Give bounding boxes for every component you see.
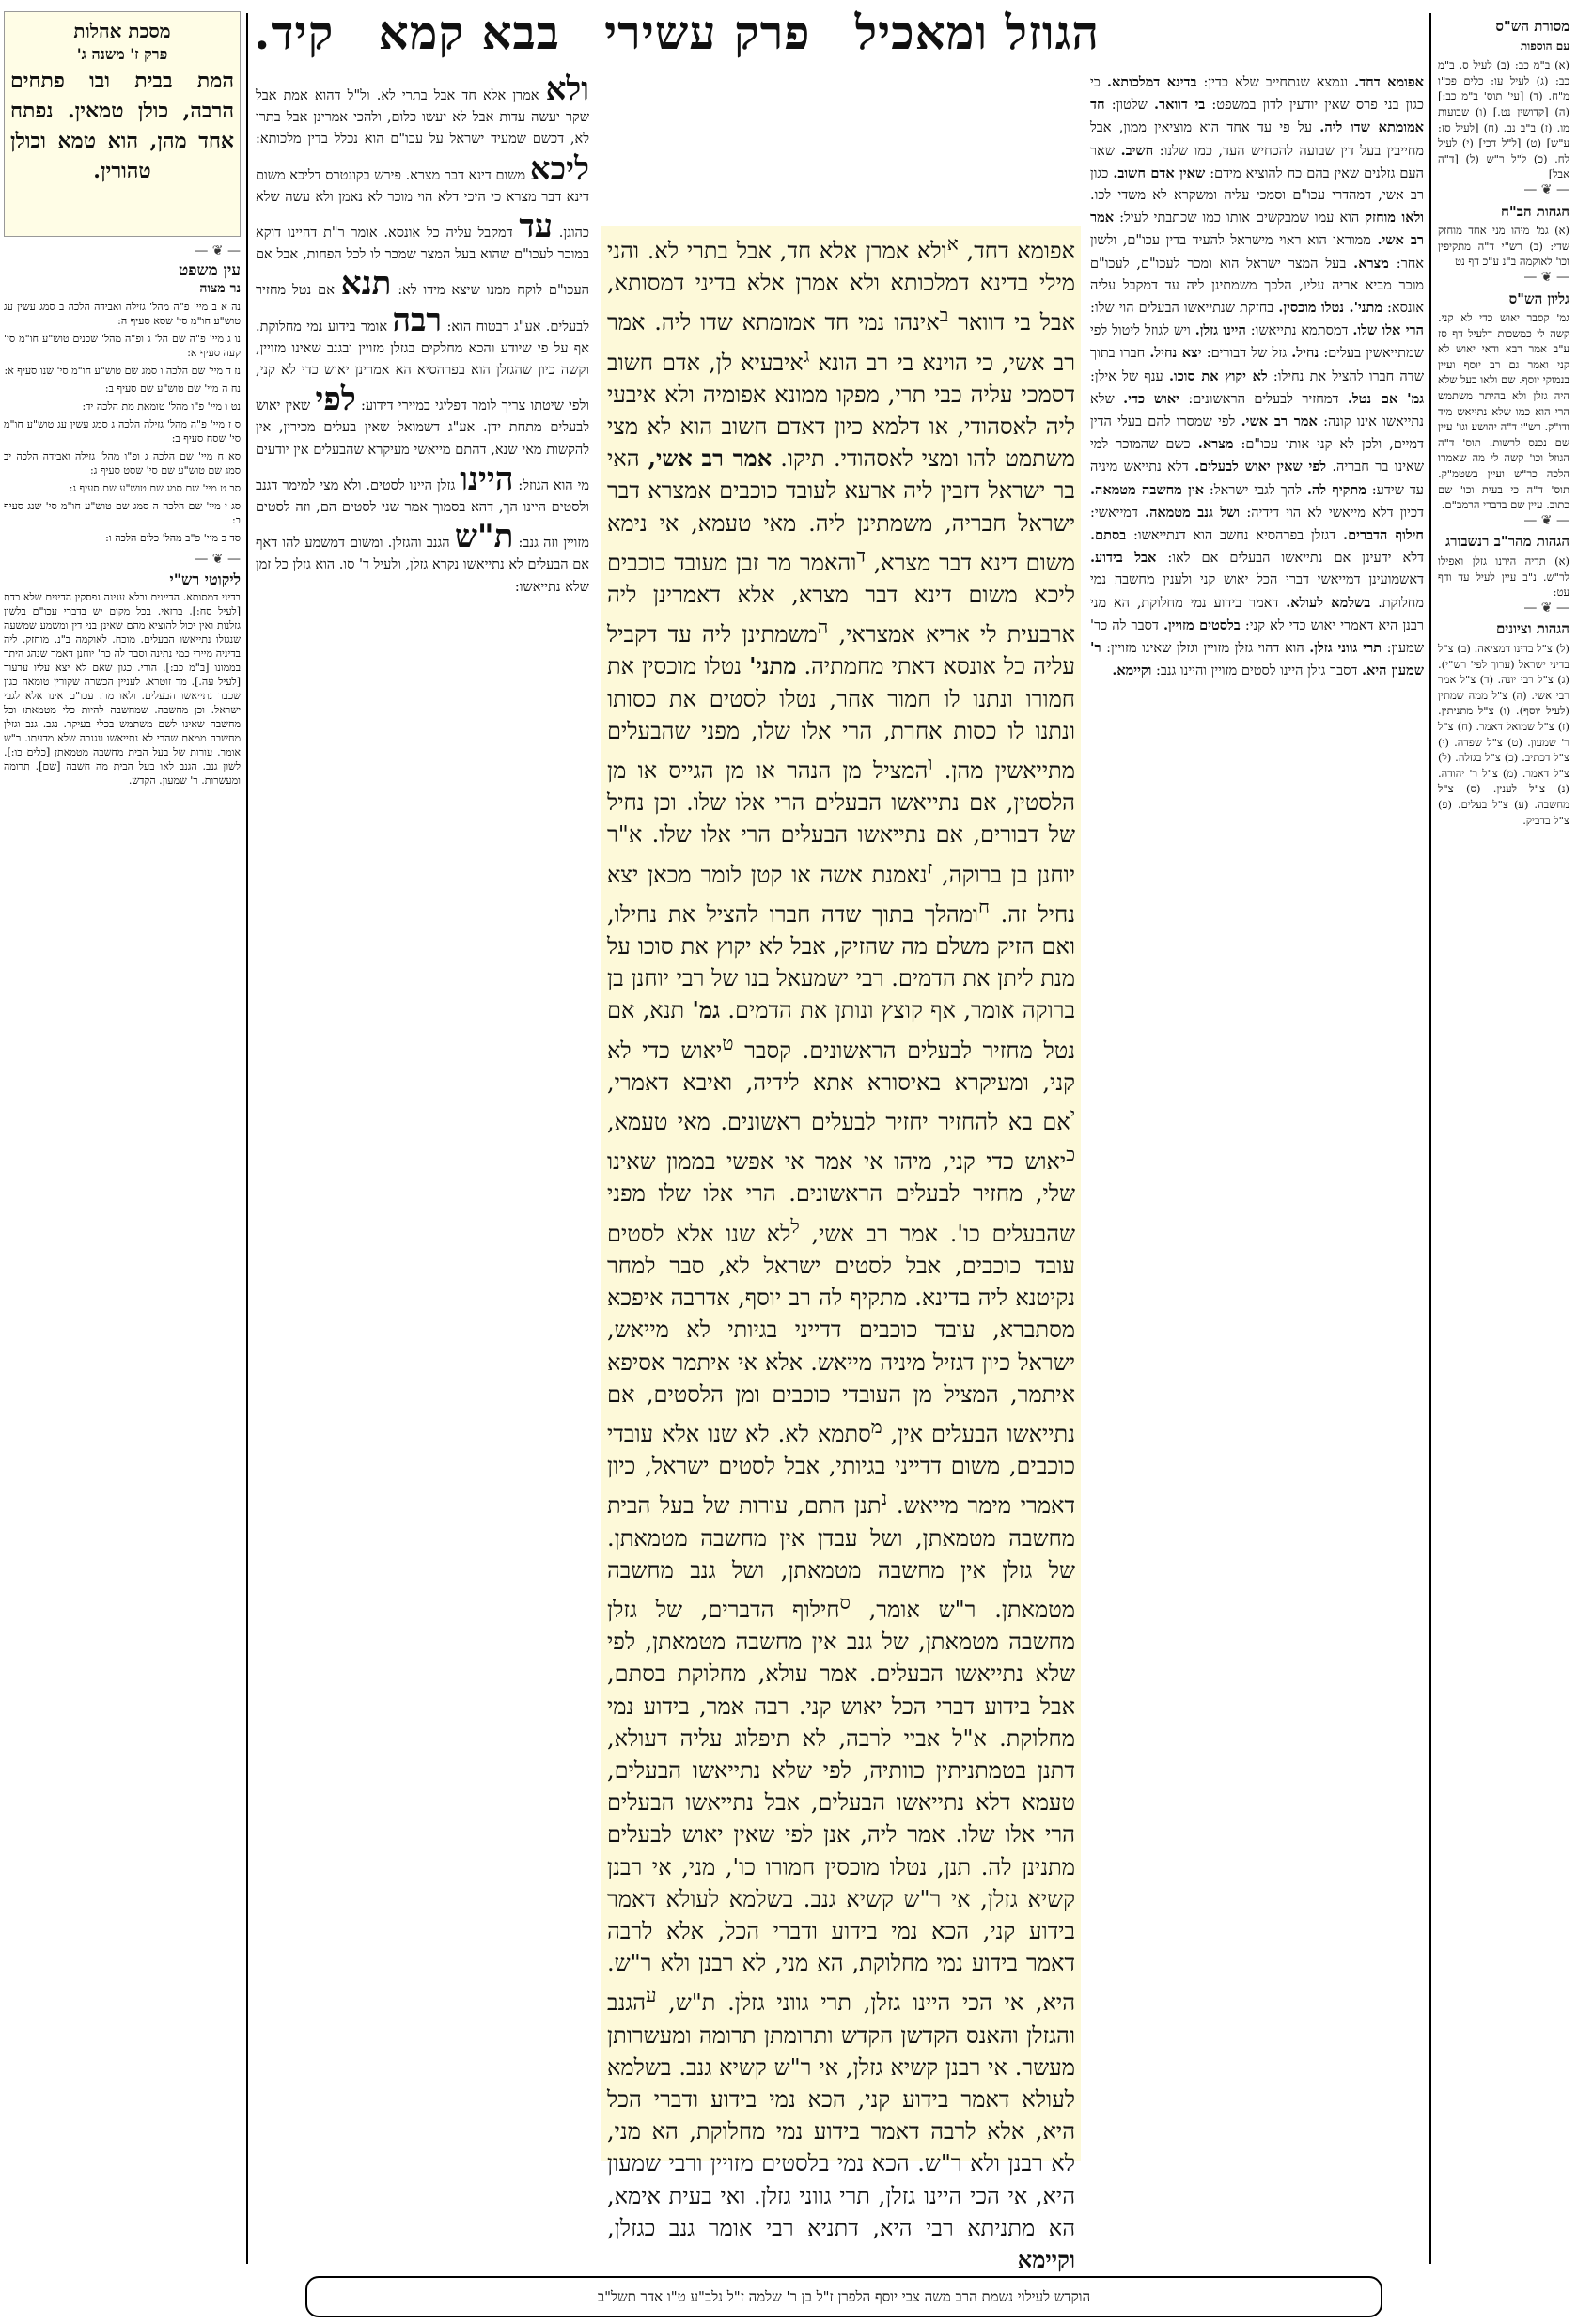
haggahot-rashash-text: (א) תדיה הירנו גזלן ואפילו לר"ש. נ"ב עיין לעיל עד ודף עט: [1438, 554, 1569, 600]
ein-mishpat-entries [4, 300, 241, 545]
right-margin-column [1438, 13, 1569, 2264]
mesoret-hashas-entries: (א) ב"מ כב: (ב) לעיל ס. ב"מ כב: (ג) לעיל עו: כלים פכ"ו מ"ח. (ד) [עי' תוס' ב"מ כב:] (ה) [קדושין נט.] (ו) שבועות מו. (ז) ב"ב נב. (ח) [לעיל סז: ע"ש] (ט) [ל"ל דכי] (י) לעיל לח. (כ) ל"ל ר"ש (ל) [ד"ה אבל] [1438, 58, 1569, 181]
likutei-rashi-text: בדיני דמסותא. הדיינים ובלא ענינה נפסקין הדינים שלא כדת [לעיל סח:]. ברזאי. בכל מקום יש בדברי עכו"ם בלשון גזלנות ואין יכול להוציא מהם שאינן בני דין ומשמע שמשעה שנגזלו נתייאשו הבעלים. מוכח. לאוקמה ב"נ. מוחזק. ליה בדיניה מיירי כמי נתינה וסבר לה כר' יוחנן דאמר שנהג היתר בממונו [ב"מ כב:]. הורי. כגון שאם לא יצא עליו ערעור [לעיל עה.]. מר זוטרא. לעניין הכשרה שקורין טומאה כגון שכבר נתייאשו הבעלים. ולאו מר. עכו"ם אינו אלא לגבי ישראל. וכן מחשבה. שמחשבה להיות כלי מטמאתו וכל מחשבה שאינו לשם משתמש בכלי בעיקר. נגב. גנב וגזלן מחשבה ממאת שהרי לא נתייאשו ונגנבה שלא מדעתו. ר"ש אומר. עורות של בעל הבית מחשבה מטמאתן [כלים כו:]. לשון גנב. הגנב לאו בעל הבית מה חשבה [שם]. תרומה ומעשרות. ר' שמעון. הקדש. [4, 591, 241, 787]
column-rule [246, 13, 248, 2264]
gemara-main-text: אפומא דחד, $^א$ולא אמרן אלא חד, אבל בתרי לא. והני מילי בדינא דמלכותא ולא אמרן אלא בדיני דמסותא, אבל בי דוואר $^ב$אינהו נמי חד אמומתא שדו ליה. אמר רב אשי, כי הוינא בי רב הונא $^ג$איבעיא לן, אדם חשוב דסמכי עליה כבי תרי, מפקו ממונא אפומיה ולא איבעי ליה לאסהודי, או דלמא כיון דאדם חשוב הוא לא מצי משתמט להו ומצי לאסהודי. תיקו. אמר רב אשי, האי בר ישראל דזבין ליה ארעא לעובד כוכבים אמצרא דבר ישראל חבריה, משמתינן ליה. מאי טעמא, אי נימא משום דינא דבר מצרא, $^ד$והאמר מר זבן מעובד כוכבים ליכא משום דינא דבר מצרא, אלא דאמרינן ליה ארבעית לי אריא אמצראי, $^ה$משמתינן ליה עד דקביל עליה כל אונסא דאתי מחמתיה. מתני' נטלו מוכסין את חמורו ונתנו לו חמור אחר, נטלו לסטים את כסותו ונתנו לו כסות אחרת, הרי אלו שלו, מפני שהבעלים מתייאשין מהן. $^ו$המציל מן הנהר או מן הגייס או מן הלסטין, אם נתייאשו הבעלים הרי אלו שלו. וכן נחיל של דבורים, אם נתייאשו הבעלים הרי אלו שלו. א"ר יוחנן בן ברוקה, $^ז$נאמנת אשה או קטן לומר מכאן יצא נחיל זה. $^ח$ומהלך בתוך שדה חברו להציל את נחילו, ואם הזיק משלם מה שהזיק, אבל לא יקוץ את סוכו על מנת ליתן את הדמים. רבי ישמעאל בנו של רבי יוחנן בן ברוקה אומר, אף קוצץ ונותן את הדמים. גמ' תנא, אם נטל מחזיר לבעלים הראשונים. קסבר $^ט$יאוש כדי לא קני, ומעיקרא באיסורא אתא לידיה, ואיבא דאמרי, $^י$אם בא להחזיר יחזיר לבעלים ראשונים. מאי טעמא, $^כ$יאוש כדי קני, מיהו אי אמר אי אפשי בממון שאינו שלי, מחזיר לבעלים הראשונים. הרי אלו שלו מפני שהבעלים כו'. אמר רב אשי, $^ל$לא שנו אלא לסטים עובד כוכבים, אבל לסטים ישראל לא, סבר למחר נקיטנא ליה בדינא. מתקיף לה רב יוסף, אדרבה איפכא מסתברא, עובד כוכבים דדייני בגיותי לא מייאש, ישראל כיון דגזיל מיניה מייאש. אלא אי איתמר אסיפא איתמר, המציל מן העובדי כוכבים ומן הלסטים, אם נתייאשו הבעלים אין, $^מ$סתמא לא. לא שנו אלא עובדי כוכבים, משום דדייני בגיותי, אבל לסטים ישראל, כיון דאמרי מימר מייאש. $^נ$תנן התם, עורות של בעל הבית מחשבה מטמאתן, ושל עבדן אין מחשבה מטמאתן. של גזלן אין מחשבה מטמאתן, ושל גנב מחשבה מטמאתן. ר"ש אומר, $^ס$חילוף הדברים, של גזלן מחשבה מטמאתן, של גנב אין מחשבה מטמאתן, לפי שלא נתייאשו הבעלים. אמר עולא, מחלוקת בסתם, אבל בידוע דברי הכל יאוש קני. רבה אמר, בידוע נמי מחלוקת. א"ל אביי לרבה, לא תיפלוג עליה דעולא, דתנן בטמתניתין כוותיה, לפי שלא נתייאשו הבעלים, טעמא דלא נתייאשו הבעלים, אבל נתייאשו הבעלים הרי אלו שלו. אמר ליה, אנן לפי שאין יאוש לבעלים מתנינן לה. תנן, נטלו מוכסין חמורו כו', מני, אי רבנן קשיא גזלן, אי ר"ש קשיא גנב. בשלמא לעולא דאמר בידוע קני, הכא נמי בידוע ודברי הכל, אלא לרבה דאמר בידוע נמי מחלוקת, הא מני, לא רבנן ולא ר"ש. היא, אי הכי היינו גזלן, תרי גווני גזלן. ת"ש, $^ע$הגנב והגזלן והאנס הקדשן הקדש ותרומתן תרומה ומעשרותן מעשר. אי רבנן קשיא גזלן, אי ר"ש קשיא גנב. בשלמא לעולא דאמר בידוע קני, הכא נמי בידוע ודברי הכל היא, אלא לרבה דאמר בידוע נמי מחלוקת, הא מני, לא רבנן ולא ר"ש. הכא נמי בלסטים מזויין ורבי שמעון היא, אי הכי היינו גזלן, תרי גווני גזלן. ואי בעית אימא, הא מתניתא רבי היא, דתניא רבי אומר גנב כגזלן, וקיימא [601, 226, 1081, 2161]
mesoret-hashas-subtitle: עם הוספות [1520, 39, 1569, 53]
ornament-divider: — ❦ — [1523, 269, 1569, 285]
dedication-text: הוקדש לעילוי נשמת הרב משה צבי יוסף הלפרן ז"ל בן ר' שלמה ז"ל נלב"ע ט"ו אדר תשל"ב [597, 2287, 1091, 2305]
ornament-divider: — ❦ — [1523, 512, 1569, 528]
ein-mishpat-entry: נט ו מיי' פ"ו מהל' טומאת מת הלכה יד: [82, 400, 241, 413]
rashi-commentary: אפומא דחד. ונמצא שנתחייב שלא כדין: בדינא דמלכותא. כי כגון בני פרס שאין יודעין לדון במשפט: בי דוואר. שלטון: חד אמומתא שדו ליה. על פי עד אחד הוא מוציאין ממון, אבל מחייבין בעל דין שבועה להכחיש העד, כמו שלנו: חשיב. שאר העם גזלנים שאין בהם כח להוציא מידם: שאין אדם חשוב. כגון רב אשי, דמהדרי עכו"ם וסמכי עליה ומשקרא לא משדי לכו. ולאו מוחזק הוא עמו שמבקשים אותו כמו שכתבתי לעיל: אמר רב אשי. ממוראו הוא ראוי מישראל להעיד בדין עכו"ם, ולשון אחר: מצרא. בעל המצר ישראל הוא ומכר לעכו"ם, לעכו"ם מוכר מביא אריה עליו, הלכך משמתינן ליה עד דמקבל עליה אונסא: מתני'. נטלו מוכסין. בחזקת שנתייאשו הבעלים הוי שלו: הרי אלו שלו. דמסתמא נתייאשו: היינו גזלן. ויש לגוזל ליטול לפי שמתייאשין בעלים: נחיל. גזל של דבורים: יצא נחיל. חברו בתוך שדה חברו להציל את נחילו: לא יקוץ את סוכו. ענף של אילן: גמ' אם נטל. דמחזיר לבעלים הראשונים: יאוש כדי. שלא נתייאשו אינו קונה: אמר רב אשי. לפי שמסרו להם בעלי הדין דמיים, ולכן לא קני אותו עכו"ם: מצרא. כשם שהמוכר למי שאינו בר חבריה. לפי שאין יאוש לבעלים. דלא נתייאש מיניה עד שידע: מתקיף לה. להך לגבי ישראל: אין מחשבה מטמאה. דכיון דלא מייאשי לא הוי דידיה: ושל גנב מטמאה. דמייאשי: חילוף הדברים. דגזלן בפרהסיא נחשב הוא דנתייאשו: בסתם. דלא ידעינן אם נתייאשו הבעלים אם לאו: אבל בידוע. דאשמועינן דמייאשי דברי הכל יאוש קני ולענין מחשבה נמי מחלוקת. בשלמא לעולא. דאמר בידוע נמי מחלוקת, הא מני רבנן היא דאמרי יאוש כדי לא קני: בלסטים מזויין. דסבר לה כר' שמעון: תרי גווני גזלן. הוא דהוי גזלן מזויין וגזלן שאינו מזויין: ר' שמעון היא. דסבר גזלן היינו לסטים מזויין והיינו גנב: וקיימא. [1090, 74, 1425, 679]
chapter-title: הגוזל ומאכיל [854, 4, 1100, 60]
page-header [254, 4, 1100, 60]
left-margin-column [4, 244, 241, 2265]
ein-mishpat-entry: סג י מיי' שם הלכה ה סמג שם טוש"ע חו"מ סי' שנג סעיף ב: [4, 500, 241, 526]
ornament-divider: — ❦ — [195, 552, 241, 567]
ornament-divider: — ❦ — [1523, 600, 1569, 616]
ein-mishpat-entry: נה א ב מיי' פ"ה מהל' גזילה ואבידה הלכה ב סמג עשין עג טוש"ע חו"מ סי' שסא סעיף ה: [4, 301, 241, 327]
ohalot-text: המת בבית ובו פתחים הרבה, כולן טמאין. נפתח אחד מהן, הוא טמא וכולן טהורין. [10, 69, 234, 183]
ein-mishpat-entry: סא ח מיי' שם הלכה ג ופ"ו מהל' גזילה ואבידה הלכה יב סמג שם טוש"ע שם סי' שסט סעיף ג: [4, 450, 241, 476]
ohalot-subtitle: פרק ז' משנה ג' [76, 45, 168, 63]
tosafot-commentary: ולא אמרן אלא חד אבל בתרי לא. ול"ל דהוא אמת אבל שקר יעשה עדות אבל לא יעשו כלום, ולהכי אמרינן אבל בתרי לא, דכשם שמעיד ישראל על עכו"ם הוא נכלל בדין מלכותא: ליכא משום דינא דבר מצרא. פירש בקונטרס דליכא משום דינא דבר מצרא כי היכי דלא הוי מוכר לא נאמן ולא עשה שלא כהוגן. עד דמקבל עליה כל אונסא. אומר ר"ת דהיינו דוקא במוכר לעכו"ם שהוא בעל המצר שמכר לו לכל הפחות, אבל אם העכו"ם לוקח ממנו שיצא מידו לא: תנא אם נטל מחזיר לבעלים. אע"ג דבטוח הוא: רבה אומר בידוע נמי מחלוקת. אף על פי שיודע והכא מחלקים בגזלן מזויין ובגנב שאינו מזויין, וקשה כיון שהגזלן הוא בפרהסיא הא אמרינן יאוש כדי לא קני, ולפי שיטתו צריך לומר דפליגי במיירי דידוע: לפי שאין יאוש לבעלים מתחת ידן. אע"ג דשמואל שאין בעלים מכירין, אין להקשות מאי שנא, דהתם מייאשי מעיקרא שהבעלים אין יודעים מי הוא הגוזל: היינו גזלן היינו לסטים. ולא מצי למימר דגנב ולסטים היינו הך, דהא בסמוך אמר שני לסטים הם, וזה לסטים מזויין וזה גנב: ת"ש הגנב והגזלן. ומשום דמשמע להו דאף אם הבעלים לא נתייאשו נקרא גזלן, ולעיל ד' סו. הוא גזלן כל זמן שלא נתייאשו: [256, 70, 589, 595]
haggahot-vetziyunim-text: (ל) צ"ל בדינו דמציאה. (ב) צ"ל בדיני ישראל (ערוך לפי' רש"י). (ג) צ"ל רבי יונה. (ד) צ"ל אמר רבי אשי. (ה) צ"ל ממה שמתין (לעיל יוסף). (ו) צ"ל מתניתין. (ז) צ"ל שמואל דאמר. (ח) צ"ל ר' שמעון. (ט) צ"ל שפדה. (י) צ"ל דכתיב. (כ) צ"ל בגזלה. (ל) צ"ל דאמר. (מ) צ"ל ר' יהודה. (נ) צ"ל לענין. (ס) צ"ל מחשבה. (ע) צ"ל בעלים. (פ) צ"ל בדביק. [1438, 641, 1569, 827]
likutei-rashi-title: ליקוטי רש"י [169, 570, 241, 588]
ein-mishpat-subtitle: נר מצוה [199, 281, 241, 296]
ein-mishpat-title: עין משפט [179, 261, 241, 280]
haggahot-vetziyunim-title: הגהות וציונים [1495, 620, 1569, 638]
ornament-divider: — ❦ — [1523, 181, 1569, 197]
ein-mishpat-entry: נו ג מיי' פ"ה שם הל' ג ופ"ה מהל' שכנים טוש"ע חו"מ סי' קעה סעיף א: [4, 333, 241, 359]
ein-mishpat-entry: סד כ מיי' פ"ב מהל' כלים הלכה ו: [105, 532, 241, 544]
folio-number: קיד. [254, 4, 335, 60]
gilyon-hashas-text: גמ' קסבר יאוש כדי לא קני. קשה לי כמשכות דלעיל דף סז ע"ב אמר רבא ודאי יאוש לא קני ואמר גם רב יוסף ועיין בנמוקי יוסף. שם ולאו בעל שלא היה גזלן ולא בהיתר משתמש הרי הוא כמו שלא נתייאש מיד ודו"ק. רש"י ד"ה יהושע וגו' עיין שם נכנס לרשות. תוס' ד"ה הגוזל וכו' קשה לי מה שאמרו הלכה כר"ש ועיין בשטמ"ק. תוס' ד"ה כי בעית וכו' שם כתוב. עיין שם בדברי הרמב"ם. [1438, 311, 1569, 512]
ornament-divider: — ❦ — [195, 243, 241, 258]
haggahot-habach-text: (א) גמ' מיהו מני אחד מוחזק שדי: (ב) רש"י ד"ה מתקיפין וכו' לאוקמה ב"נ ע"כ דף נט [1438, 224, 1569, 269]
perek-title: פרק עשירי [604, 4, 811, 60]
column-rule [1429, 13, 1431, 2264]
ein-mishpat-entry: נח ה מיי' שם טוש"ע שם סעיף ב: [104, 382, 241, 395]
haggahot-rashash-title: הגהות מהר"ב רנשבורג [1445, 533, 1569, 551]
mesoret-hashas-title: מסורת הש"ס [1495, 18, 1569, 35]
ein-mishpat-entry: סב ט מיי' שם סמג שם טוש"ע שם סעיף ג: [69, 482, 241, 494]
tractate-title: בבא קמא [378, 4, 560, 60]
gilyon-hashas-title: גליון הש"ס [1508, 289, 1569, 307]
mishna-ohalot-box [4, 11, 241, 237]
ein-mishpat-entry: ס ז מיי' פ"ה מהל' גזילה הלכה ג סמג עשין עג טוש"ע חו"מ סי' שסח סעיף ב: [4, 418, 241, 445]
ohalot-title: מסכת אהלות [73, 20, 171, 42]
dedication-footer [305, 2276, 1382, 2317]
haggahot-habach-title: הגהות הב"ח [1501, 202, 1569, 220]
ein-mishpat-entry: נז ד מיי' שם הלכה ו סמג שם טוש"ע חו"מ סי' שנו סעיף א: [4, 365, 241, 377]
